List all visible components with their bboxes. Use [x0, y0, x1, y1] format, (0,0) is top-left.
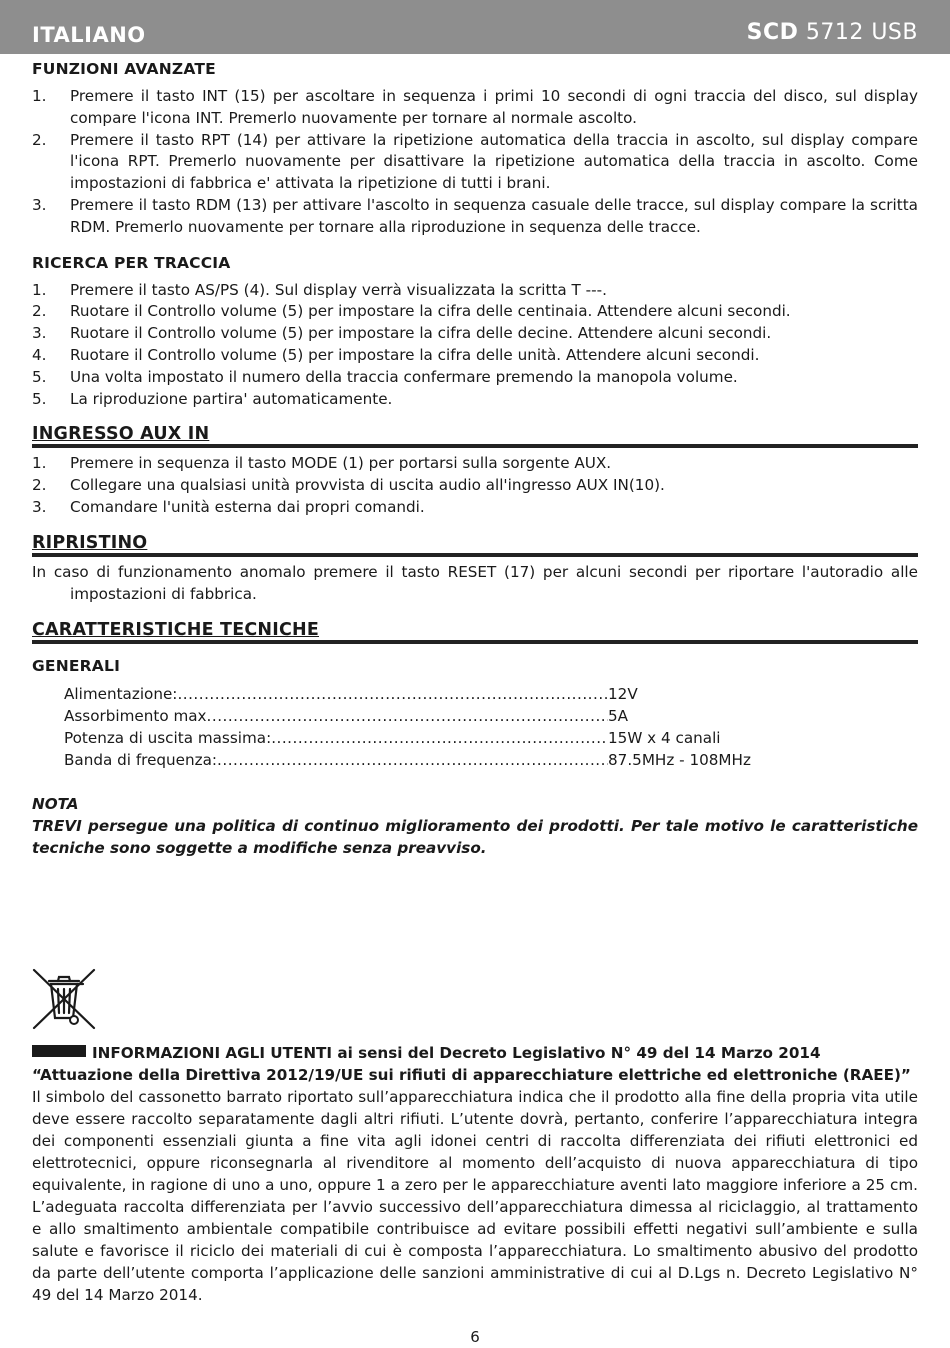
list-item	[32, 86, 918, 130]
list-item	[32, 280, 918, 302]
section-title-text: INGRESSO AUX IN	[32, 424, 210, 445]
section-title-ripristino	[32, 533, 918, 557]
spec-value: 87.5MHz - 108MHz	[608, 751, 751, 770]
item-text: La riproduzione partira' automaticamente.	[70, 389, 393, 408]
item-text: Ruotare il Controllo volume (5) per impostare la cifra delle decine. Attendere alcuni secondi.	[70, 324, 772, 343]
item-text: Premere il tasto AS/PS (4). Sul display verrà visualizzata la scritta T ---.	[70, 280, 607, 299]
dot-leader	[217, 749, 608, 771]
section-title-caratteristiche	[32, 620, 918, 644]
dot-leader	[271, 727, 608, 749]
black-bar-marker	[32, 1045, 86, 1057]
section-title-funzioni-avanzate: FUNZIONI AVANZATE	[32, 60, 216, 78]
spec-row	[64, 705, 754, 727]
spec-value: 5A	[608, 707, 629, 726]
section-title-ingresso-aux	[32, 424, 918, 448]
spec-table	[64, 683, 754, 771]
item-number: 2.	[32, 476, 47, 495]
nota-title: NOTA	[32, 795, 79, 814]
item-text: Ruotare il Controllo volume (5) per impostare la cifra delle unità. Attendere alcuni secondi.	[70, 345, 760, 364]
page-number: 6	[470, 1328, 480, 1346]
spec-value: 15W x 4 canali	[608, 729, 721, 748]
model-number: 5712 USB	[798, 20, 918, 45]
subsection-title-generali: GENERALI	[32, 657, 121, 676]
model-brand: SCD	[746, 20, 799, 45]
list-item	[32, 323, 918, 345]
item-number: 3.	[32, 497, 47, 516]
item-number: 2.	[32, 302, 47, 321]
ingresso-aux-list	[32, 453, 918, 518]
spec-label: Alimentazione:	[64, 685, 178, 704]
page-content	[32, 60, 918, 859]
nota-text: TREVI persegue una politica di continuo miglioramento dei prodotti. Per tale motivo le caratteristiche tecniche sono soggette a modifiche senza preavviso.	[32, 817, 918, 858]
item-text: Premere il tasto RDM (13) per attivare l'ascolto in sequenza casuale delle tracce, sul display compare la scritta RDM. Premerlo nuovamente per tornare alla riproduzione in sequenza delle tracce.	[70, 195, 918, 236]
list-item	[32, 389, 918, 411]
item-text: Una volta impostato il numero della traccia confermare premendo la manopola volume.	[70, 367, 738, 386]
list-item	[32, 497, 918, 519]
item-number: 3.	[32, 324, 47, 343]
item-number: 5.	[32, 389, 47, 408]
spec-row	[64, 727, 754, 749]
item-number: 1.	[32, 280, 47, 299]
list-item	[32, 453, 918, 475]
raee-title-line1	[32, 1042, 918, 1064]
item-text: Premere in sequenza il tasto MODE (1) per portarsi sulla sorgente AUX.	[70, 454, 612, 473]
item-number: 1.	[32, 454, 47, 473]
raee-title-line2: “Attuazione della Direttiva 2012/19/UE sui rifiuti di apparecchiature elettriche ed elettroniche (RAEE)”	[32, 1066, 911, 1084]
list-item	[32, 345, 918, 367]
item-text: Collegare una qualsiasi unità provvista di uscita audio all'ingresso AUX IN(10).	[70, 476, 665, 495]
list-item	[32, 195, 918, 239]
item-text: Ruotare il Controllo volume (5) per impostare la cifra delle centinaia. Attendere alcuni secondi.	[70, 302, 791, 321]
raee-info	[32, 1042, 918, 1306]
spec-label: Potenza di uscita massima:	[64, 729, 272, 748]
item-number: 2.	[32, 130, 47, 149]
section-title-text: RIPRISTINO	[32, 532, 148, 553]
section-title-text: CARATTERISTICHE TECNICHE	[32, 620, 319, 641]
section-title-ricerca-traccia: RICERCA PER TRACCIA	[32, 253, 231, 272]
item-text: Premere il tasto RPT (14) per attivare la ripetizione automatica della traccia in ascolto, sul display compare l'icona RPT. Premerlo nuovamente per disattivare la ripetizione automatica della traccia in ascolto. Come impostazioni di fabbrica e' attivata la ripetizione di tutti i brani.	[70, 130, 918, 193]
raee-body: Il simbolo del cassonetto barrato riportato sull’apparecchiatura indica che il prodotto alla fine della propria vita utile deve essere raccolto separatamente dagli altri rifiuti. L’utente dovrà, pertanto, conferire l’apparecchiatura integra dei componenti essenziali giunta a fine vita agli idonei centri di raccolta differenziata dei rifiuti elettronici ed elettrotecnici, oppure riconsegnarla al rivenditore al momento dell’acquisto di nuova apparecchiatura di tipo equivalente, in ragione di uno a uno, oppure 1 a zero per le apparecchiature aventi lato maggiore inferiore a 25 cm. L’adeguata raccolta differenziata per l’avvio successivo dell’apparecchiatura dimessa al riciclaggio, al trattamento e allo smaltimento ambientale compatibile contribuisce ad evitare possibili effetti negativi sull’ambiente e sulla salute e favorisce il riciclo dei materiali di cui è composta l’apparecchiatura. Lo smaltimento abusivo del prodotto da parte dell’utente comporta l’applicazione delle sanzioni amministrative di cui al D.Lgs n. Decreto Legislativo N° 49 del 14 Marzo 2014.	[32, 1088, 918, 1304]
model-name	[747, 20, 918, 45]
item-text: Premere il tasto INT (15) per ascoltare in sequenza i primi 10 secondi di ogni traccia del disco, sul display compare l'icona INT. Premerlo nuovamente per tornare al normale ascolto.	[70, 87, 918, 127]
raee-title-text: INFORMAZIONI AGLI UTENTI ai sensi del Decreto Legislativo N° 49 del 14 Marzo 2014	[92, 1044, 821, 1062]
spec-row	[64, 683, 754, 705]
list-item	[32, 301, 918, 323]
item-number: 5.	[32, 367, 47, 386]
spec-row	[64, 749, 754, 771]
page-header	[0, 0, 950, 54]
spec-label: Assorbimento max	[64, 707, 207, 726]
list-item	[32, 130, 918, 195]
list-item	[32, 475, 918, 497]
funzioni-avanzate-list	[32, 86, 918, 239]
item-number: 1.	[32, 87, 47, 105]
ricerca-traccia-list	[32, 280, 918, 411]
crossed-out-wheelie-bin-icon	[32, 968, 96, 1030]
item-number: 4.	[32, 345, 47, 364]
ripristino-text: In caso di funzionamento anomalo premere il tasto RESET (17) per alcuni secondi per riportare l'autoradio alle impostazioni di fabbrica.	[32, 562, 918, 603]
dot-leader	[177, 683, 608, 705]
spec-value: 12V	[608, 685, 638, 704]
dot-leader	[207, 705, 608, 727]
item-number: 3.	[32, 195, 47, 214]
list-item	[32, 367, 918, 389]
spec-label: Banda di frequenza:	[64, 751, 218, 770]
language-label: ITALIANO	[32, 23, 146, 47]
item-text: Comandare l'unità esterna dai propri comandi.	[70, 497, 425, 516]
